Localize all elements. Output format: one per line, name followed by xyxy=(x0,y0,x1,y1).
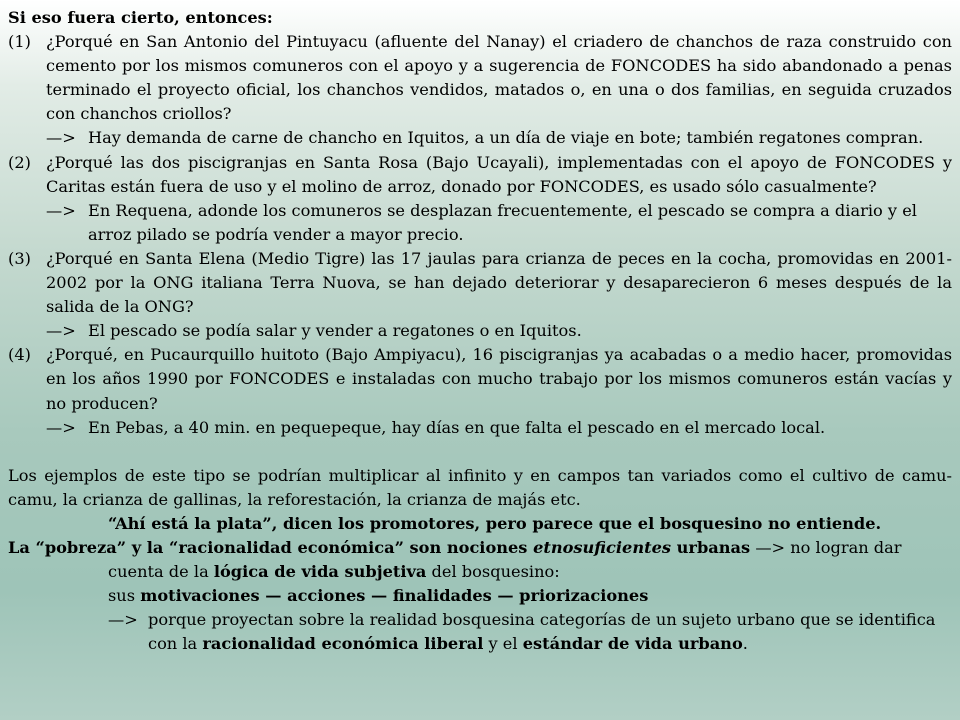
conclusion-text xyxy=(148,608,952,656)
arrow-icon: —> xyxy=(46,417,76,437)
conclusion-emphasis: estándar de vida urbano xyxy=(522,634,743,654)
conclusion-text: porque proyectan sobre la realidad bosquesina categorías de un sujeto urbano que se identifica con la xyxy=(148,610,936,654)
conclusion-text: del bosquesino: xyxy=(426,562,560,582)
conclusion-line-2 xyxy=(8,560,952,584)
conclusion-text: y el xyxy=(483,634,523,654)
arrow-icon: —> xyxy=(46,200,76,220)
spacer xyxy=(8,440,952,464)
conclusion-text: sus xyxy=(108,586,141,606)
summary-paragraph: Los ejemplos de este tipo se podrían multiplicar al infinito y en campos tan variados como el cultivo de camu-camu, la crianza de gallinas, la reforestación, la crianza de majás etc. xyxy=(8,465,952,509)
item-number: (4) xyxy=(8,345,31,365)
item-number: (1) xyxy=(8,32,31,52)
item-3 xyxy=(8,247,952,343)
item-number: (3) xyxy=(8,248,31,268)
item-1 xyxy=(8,30,952,150)
conclusion-emphasis: lógica de vida subjetiva xyxy=(213,562,427,582)
conclusion-emphasis: etnosuficientes xyxy=(533,537,672,557)
conclusion-emphasis: motivaciones — acciones — finalidades — priorizaciones xyxy=(140,586,649,606)
conclusion-line-1 xyxy=(8,536,952,560)
arrow-icon: —> xyxy=(108,610,138,630)
arrow-icon: —> xyxy=(46,321,76,341)
conclusion-text: no logran dar xyxy=(785,537,902,557)
heading: Si eso fuera cierto, entonces: xyxy=(8,8,273,27)
item-4 xyxy=(8,343,952,439)
item-answer: En Requena, adonde los comuneros se desplazan frecuentemente, el pescado se compra a diario y el arroz pilado se podría vender a mayor precio. xyxy=(88,200,917,244)
item-question: ¿Porqué las dos piscigranjas en Santa Rosa (Bajo Ucayali), implementadas con el apoyo de FONCODES y Caritas están fuera de uso y el molino de arroz, donado por FONCODES, es usado sólo casualmente? xyxy=(46,152,952,196)
conclusion-line-4 xyxy=(8,608,952,656)
item-2 xyxy=(8,151,952,247)
conclusion-emphasis: racionalidad económica liberal xyxy=(202,634,484,654)
item-question: ¿Porqué en San Antonio del Pintuyacu (afluente del Nanay) el criadero de chanchos de raza construido con cemento por los mismos comuneros con el apoyo y a sugerencia de FONCODES ha sido abandonado a penas terminado el proyecto oficial, los chanchos vendidos, matados o, en una o dos familias, en seguida cruzados con chanchos criollos? xyxy=(46,32,952,124)
item-question: ¿Porqué, en Pucaurquillo huitoto (Bajo Ampiyacu), 16 piscigranjas ya acabadas o a medio hacer, promovidas en los años 1990 por FONCODES e instaladas con mucho trabajo por los mismos comuneros están vacías y no producen? xyxy=(46,345,952,413)
item-number: (2) xyxy=(8,152,31,172)
item-answer: Hay demanda de carne de chancho en Iquitos, a un día de viaje en bote; también regatones compran. xyxy=(88,128,924,148)
item-answer: El pescado se podía salar y vender a regatones o en Iquitos. xyxy=(88,321,582,341)
arrow-icon: —> xyxy=(46,128,76,148)
conclusion-line-3 xyxy=(8,584,952,608)
conclusion-text: La “pobreza” y la “racionalidad económica” son nociones xyxy=(8,537,534,557)
conclusion-text: urbanas xyxy=(671,537,751,557)
arrow-icon: —> xyxy=(755,537,786,557)
conclusion-text: cuenta de la xyxy=(108,562,214,582)
promoter-quote: “Ahí está la plata”, dicen los promotores, pero parece que el bosquesino no entiende. xyxy=(108,513,882,533)
item-question: ¿Porqué en Santa Elena (Medio Tigre) las 17 jaulas para crianza de peces en la cocha, promovidas en 2001-2002 por la ONG italiana Terra Nuova, se han dejado deteriorar y desaparecieron 6 meses después de la salida de la ONG? xyxy=(46,248,952,317)
conclusion-text: . xyxy=(742,634,748,654)
item-answer: En Pebas, a 40 min. en pequepeque, hay días en que falta el pescado en el mercado local. xyxy=(88,417,826,437)
